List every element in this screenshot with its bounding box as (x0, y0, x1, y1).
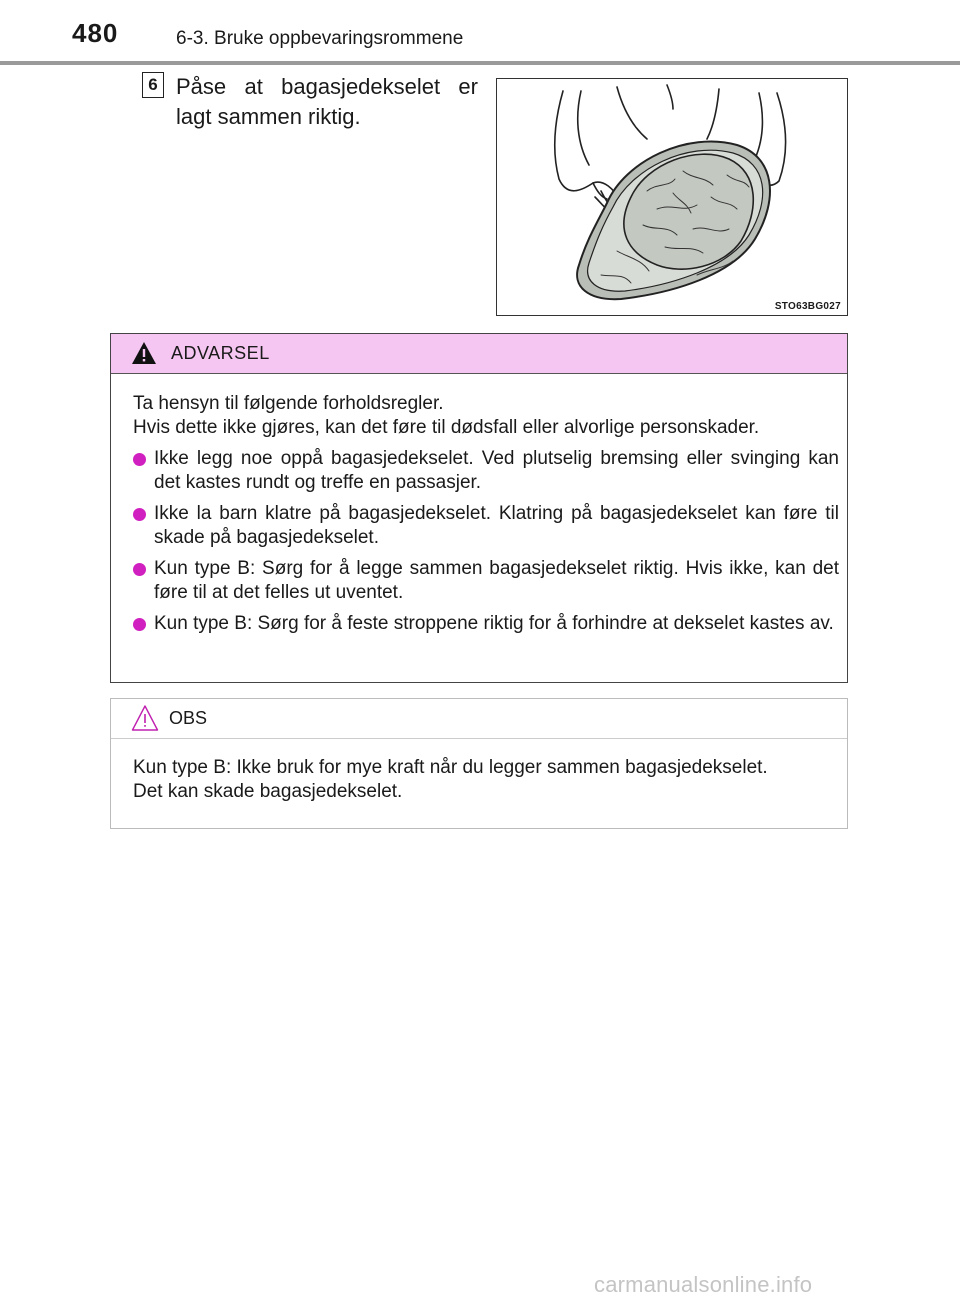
folding-cover-drawing (497, 79, 846, 314)
bullet-dot-icon (133, 453, 146, 466)
warning-triangle-filled-icon (131, 341, 157, 365)
warning-body (133, 392, 839, 636)
footer-watermark: carmanualsonline.info (594, 1272, 813, 1297)
warning-bullet-text: Ikke la barn klatre på bagasjedekselet. Klatring på bagasjedekselet kan føre til skade på bagasjedekselet. (154, 503, 839, 548)
warning-bullet (133, 502, 839, 550)
notice-line: Kun type B: Ikke bruk for mye kraft når du legger sammen bagasjedekselet. (133, 757, 768, 778)
bullet-dot-icon (133, 618, 146, 631)
warning-intro-line: Ta hensyn til følgende forholdsregler. (133, 393, 444, 414)
notice-header (111, 699, 847, 739)
warning-bullet-text: Kun type B: Sørg for å legge sammen bagasjedekselet riktig. Hvis ikke, kan det føre til at det felles ut uventet. (154, 558, 839, 603)
bullet-dot-icon (133, 508, 146, 521)
notice-body (133, 756, 839, 804)
step-instruction: Påse at bagasjedekselet er lagt sammen riktig. (176, 74, 478, 129)
warning-bullet (133, 557, 839, 605)
warning-title: ADVARSEL (171, 343, 270, 363)
page-number: 480 (72, 18, 119, 48)
warning-bullet (133, 447, 839, 495)
bullet-dot-icon (133, 563, 146, 576)
warning-header (111, 334, 847, 374)
notice-box (110, 698, 848, 829)
warning-triangle-outline-icon (131, 704, 159, 732)
notice-line: Det kan skade bagasjedekselet. (133, 781, 403, 802)
warning-bullet-text: Kun type B: Sørg for å feste stroppene riktig for å forhindre at dekselet kastes av. (154, 613, 834, 634)
warning-intro-line: Hvis dette ikke gjøres, kan det føre til dødsfall eller alvorlige personskader. (133, 417, 760, 438)
step-number-badge: 6 (142, 72, 164, 98)
warning-bullet-text: Ikke legg noe oppå bagasjedekselet. Ved plutselig bremsing eller svinging kan det kastes rundt og treffe en passasjer. (154, 448, 839, 493)
illustration-folding-cover (496, 78, 848, 316)
notice-title: OBS (169, 708, 208, 728)
warning-box (110, 333, 848, 683)
warning-bullet (133, 612, 839, 636)
section-title: 6-3. Bruke oppbevaringsrommene (176, 28, 464, 49)
illustration-code: STO63BG027 (774, 301, 841, 312)
header-divider (0, 61, 960, 65)
